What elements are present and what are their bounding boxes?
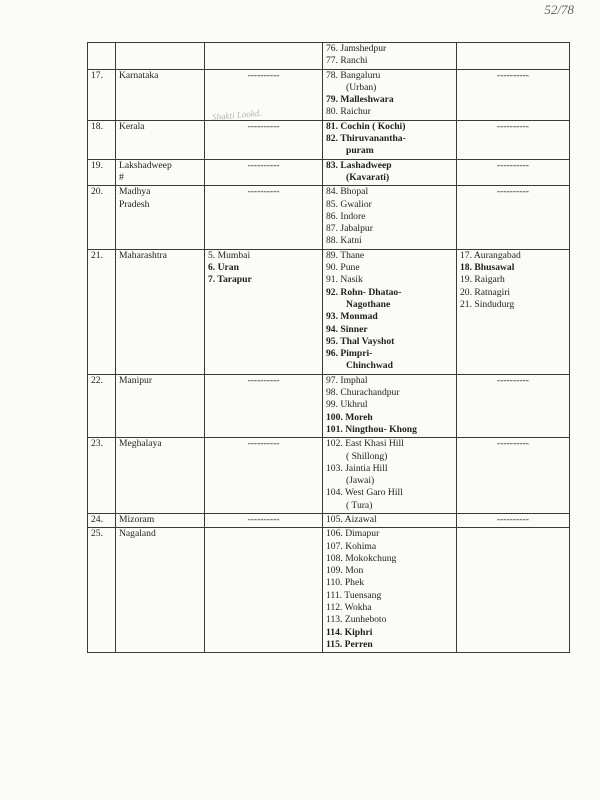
- serial-number-cell: 18.: [88, 120, 116, 159]
- column-3-cell: [205, 513, 323, 527]
- column-5-cell: [457, 374, 570, 437]
- column-5-cell: [457, 249, 570, 374]
- state-cell: [116, 186, 205, 249]
- column-4-cell: [323, 186, 457, 249]
- column-4-entry: 113. Zunheboto: [326, 614, 387, 626]
- column-4-cell: [323, 249, 457, 374]
- state-cell: [116, 528, 205, 653]
- serial-number-cell: 25.: [88, 528, 116, 653]
- column-5-entry: ----------: [497, 513, 529, 525]
- table-row: [88, 438, 570, 514]
- column-5-cell: [457, 528, 570, 653]
- column-4-entry: 110. Phek: [326, 577, 365, 589]
- serial-number-cell: 17.: [88, 69, 116, 120]
- column-3-cell: [205, 43, 323, 70]
- column-3-entry: ----------: [247, 513, 280, 525]
- column-5-entry: ----------: [497, 374, 529, 386]
- page-number: 52/78: [544, 2, 574, 17]
- state-name: Mizoram: [119, 513, 155, 525]
- column-5-entry: ----------: [497, 438, 529, 450]
- column-4-entry: (Kavarati): [346, 171, 390, 183]
- column-4-entry: 91. Nasik: [326, 274, 363, 286]
- state-name: Nagaland: [119, 528, 156, 540]
- column-3-entry: ----------: [247, 69, 280, 81]
- column-4-entry: (Jawai): [346, 475, 375, 487]
- column-3-cell: [205, 249, 323, 374]
- table-row: [88, 69, 570, 120]
- column-4-entry: 80. Raichur: [326, 106, 371, 118]
- handwritten-signature: Shakti Lookd.: [211, 107, 262, 123]
- serial-number-cell: 21.: [88, 249, 116, 374]
- document-table: [87, 42, 570, 653]
- column-4-entry: 83. Lashadweep: [326, 159, 392, 171]
- column-4-entry: 100. Moreh: [326, 411, 373, 423]
- table-row: [88, 513, 570, 527]
- column-4-entry: 109. Mon: [326, 565, 364, 577]
- state-cell: [116, 43, 205, 70]
- column-4-entry: 97. Imphal: [326, 374, 368, 386]
- column-5-entry: 21. Sindudurg: [460, 298, 515, 310]
- column-4-entry: ( Tura): [346, 499, 373, 511]
- column-5-entry: 20. Ratnagiri: [460, 286, 511, 298]
- column-3-cell: [205, 186, 323, 249]
- table-row: [88, 159, 570, 186]
- state-name: #: [119, 171, 124, 183]
- serial-number-cell: 19.: [88, 159, 116, 186]
- column-4-entry: 96. Pimpri-: [326, 348, 373, 360]
- column-4-cell: [323, 528, 457, 653]
- serial-number-cell: 20.: [88, 186, 116, 249]
- column-3-entry: ----------: [247, 159, 280, 171]
- column-3-cell: [205, 159, 323, 186]
- state-name: Pradesh: [119, 198, 150, 210]
- column-4-entry: 93. Monmad: [326, 311, 378, 323]
- column-4-entry: 102. East Khasi Hill: [326, 438, 404, 450]
- column-5-cell: [457, 159, 570, 186]
- column-4-entry: 76. Jamshedpur: [326, 43, 387, 54]
- table-row: [88, 528, 570, 653]
- serial-number-cell: [88, 43, 116, 70]
- table-row: [88, 186, 570, 249]
- column-4-entry: 111. Tuensang: [326, 589, 382, 601]
- column-3-entry: ----------: [247, 374, 280, 386]
- column-3-cell: [205, 438, 323, 514]
- column-4-entry: 77. Ranchi: [326, 55, 368, 67]
- column-4-entry: 99. Ukhrul: [326, 399, 368, 411]
- column-4-entry: Nagothane: [346, 298, 391, 310]
- column-5-entry: 19. Raigarh: [460, 274, 505, 286]
- state-name: Maharashtra: [119, 249, 167, 261]
- column-3-entry: 7. Tarapur: [208, 274, 252, 286]
- column-4-cell: [323, 159, 457, 186]
- state-cell: [116, 249, 205, 374]
- column-4-cell: [323, 69, 457, 120]
- column-4-entry: 112. Wokha: [326, 602, 372, 614]
- column-4-cell: [323, 438, 457, 514]
- column-5-entry: ----------: [497, 186, 529, 198]
- column-5-entry: ----------: [497, 69, 529, 81]
- column-4-entry: 114. Kiphri: [326, 626, 373, 638]
- column-4-cell: [323, 374, 457, 437]
- column-5-cell: [457, 120, 570, 159]
- column-4-cell: [323, 43, 457, 70]
- column-4-entry: 81. Cochin ( Kochi): [326, 120, 406, 132]
- state-name: Madhya: [119, 186, 151, 198]
- column-4-entry: 95. Thal Vayshot: [326, 335, 395, 347]
- column-5-entry: ----------: [497, 120, 529, 132]
- state-name: Meghalaya: [119, 438, 162, 450]
- column-4-entry: (Urban): [346, 81, 377, 93]
- state-cell: [116, 438, 205, 514]
- column-4-entry: 105. Aizawal: [326, 513, 377, 525]
- state-cell: [116, 120, 205, 159]
- column-4-cell: [323, 513, 457, 527]
- column-4-entry: ( Shillong): [346, 450, 388, 462]
- column-5-cell: [457, 438, 570, 514]
- column-4-entry: 86. Indore: [326, 210, 366, 222]
- column-3-entry: ----------: [247, 186, 280, 198]
- column-4-entry: 107. Kohima: [326, 540, 377, 552]
- column-4-entry: 94. Sinner: [326, 323, 368, 335]
- column-4-entry: 101. Ningthou- Khong: [326, 423, 417, 435]
- column-4-entry: 108. Mokokchung: [326, 552, 397, 564]
- column-4-entry: 84. Bhopal: [326, 186, 369, 198]
- column-5-cell: [457, 69, 570, 120]
- serial-number-cell: 22.: [88, 374, 116, 437]
- column-4-cell: [323, 120, 457, 159]
- column-5-entry: ----------: [497, 159, 529, 171]
- column-4-entry: 82. Thiruvanantha-: [326, 133, 406, 145]
- state-name: Karnataka: [119, 69, 159, 81]
- column-3-cell: [205, 374, 323, 437]
- column-3-entry: 5. Mumbai: [208, 249, 251, 261]
- column-3-cell: [205, 120, 323, 159]
- column-5-cell: [457, 513, 570, 527]
- column-4-entry: 79. Malleshwara: [326, 94, 394, 106]
- column-5-cell: [457, 43, 570, 70]
- state-name: Manipur: [119, 374, 153, 386]
- table-row: [88, 374, 570, 437]
- column-4-entry: 106. Dimapur: [326, 528, 380, 540]
- column-3-cell: [205, 528, 323, 653]
- column-4-entry: 98. Churachandpur: [326, 387, 400, 399]
- column-4-entry: 87. Jabalpur: [326, 223, 373, 235]
- column-4-entry: 78. Bangaluru: [326, 69, 381, 81]
- state-cell: [116, 159, 205, 186]
- state-name: Lakshadweep: [119, 159, 172, 171]
- state-cell: [116, 374, 205, 437]
- table-row: [88, 120, 570, 159]
- table-row: [88, 249, 570, 374]
- serial-number-cell: 24.: [88, 513, 116, 527]
- column-4-entry: 103. Jaintia Hill: [326, 462, 388, 474]
- table-row: [88, 43, 570, 70]
- column-4-entry: 90. Pune: [326, 262, 360, 274]
- column-3-entry: ----------: [247, 438, 280, 450]
- column-4-entry: 89. Thane: [326, 249, 365, 261]
- column-3-entry: ----------: [247, 120, 280, 132]
- state-name: Kerala: [119, 120, 145, 132]
- column-3-cell: [205, 69, 323, 123]
- column-5-entry: 17. Aurangabad: [460, 249, 521, 261]
- state-cell: [116, 513, 205, 527]
- serial-number-cell: 23.: [88, 438, 116, 514]
- column-5-entry: 18. Bhusawal: [460, 262, 515, 274]
- column-4-entry: Chinchwad: [346, 360, 393, 372]
- column-4-entry: 88. Katni: [326, 235, 362, 247]
- column-4-entry: 115. Perren: [326, 638, 373, 650]
- column-4-entry: 85. Gwalior: [326, 198, 372, 210]
- state-cell: [116, 69, 205, 120]
- column-4-entry: 104. West Garo Hill: [326, 487, 403, 499]
- column-4-entry: puram: [346, 145, 374, 157]
- column-4-entry: 92. Rohn- Dhatao-: [326, 286, 402, 298]
- column-3-entry: 6. Uran: [208, 262, 239, 274]
- column-5-cell: [457, 186, 570, 249]
